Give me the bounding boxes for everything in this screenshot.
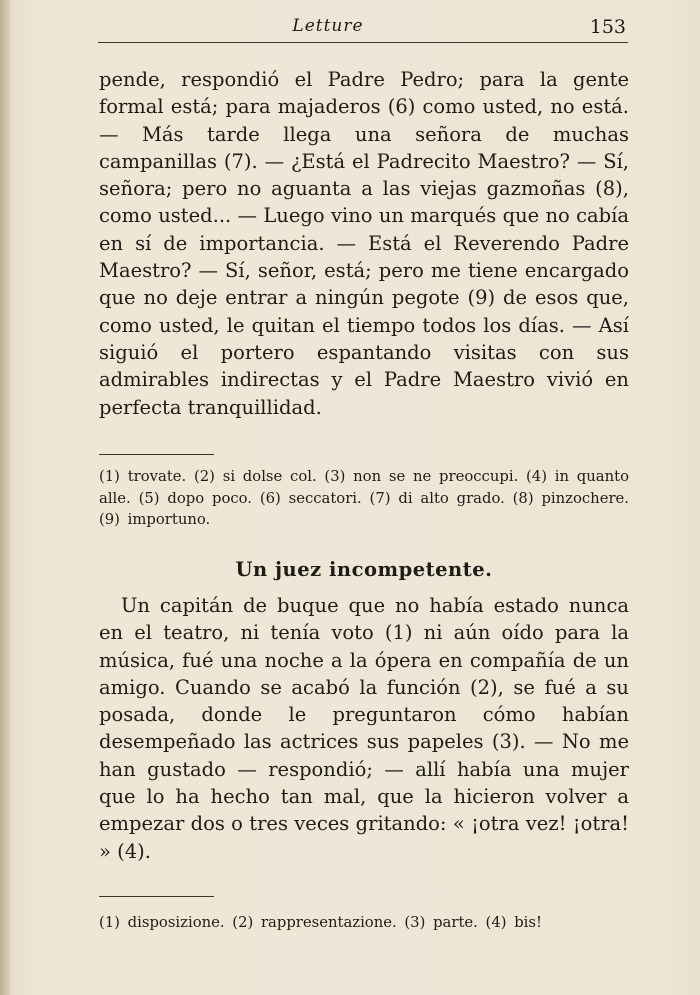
binding-edge xyxy=(0,0,10,995)
footnote-rule xyxy=(99,896,214,897)
footnotes-section-2: (1) disposizione. (2) rappresentazione. (3) parte. (4) bis! xyxy=(99,914,542,931)
footnotes-section-1: (1) trovate. (2) si dolse col. (3) non se ne preoccupi. (4) in quanto alle. (5) dopo poco. (6) seccatori. (7) di alto grado. (8) pinzochere. (9) importuno. xyxy=(99,468,629,528)
paragraph-text: Un capitán de buque que no había estado nunca en el teatro, ni tenía voto (1) ni aún oído para la música, fué una noche a la ópera en compañía de un amigo. Cuando se acabó la función (2), se fué a su posada, donde le preguntaron cómo habían desempeñado las actrices sus papeles (3). — No me han gustado — respondió; — allí había una mujer que lo ha hecho tan mal, que la hicieron volver a empezar dos o tres veces gritando: « ¡otra vez! ¡otra! » (4). xyxy=(99,594,629,863)
page-number: 153 xyxy=(589,16,626,38)
running-head xyxy=(98,14,628,42)
header-rule xyxy=(98,42,628,43)
footnote-rule xyxy=(99,454,214,455)
story-continuation-paragraph xyxy=(99,66,629,421)
section-title: Un juez incompetente. xyxy=(235,558,493,581)
story-paragraph xyxy=(99,592,629,865)
running-title: Letture xyxy=(292,16,364,36)
paragraph-text: pende, respondió el Padre Pedro; para la gente formal está; para majaderos (6) como usted, no está. — Más tarde llega una señora de muchas campanillas (7). — ¿Está el Padrecito Maestro? — Sí, señora; pero no aguanta a las viejas gazmoñas (8), como usted... — Luego vino un marqués que no cabía en sí de importancia. — Está el Reverendo Padre Maestro? — Sí, señor, está; pero me tiene encargado que no deje entrar a ningún pegote (9) de esos que, como usted, le quitan el tiempo todos los días. — Así siguió el portero espantando visitas con sus admirables indirectas y el Padre Maestro vivió en perfecta tranquillidad. xyxy=(99,68,629,419)
